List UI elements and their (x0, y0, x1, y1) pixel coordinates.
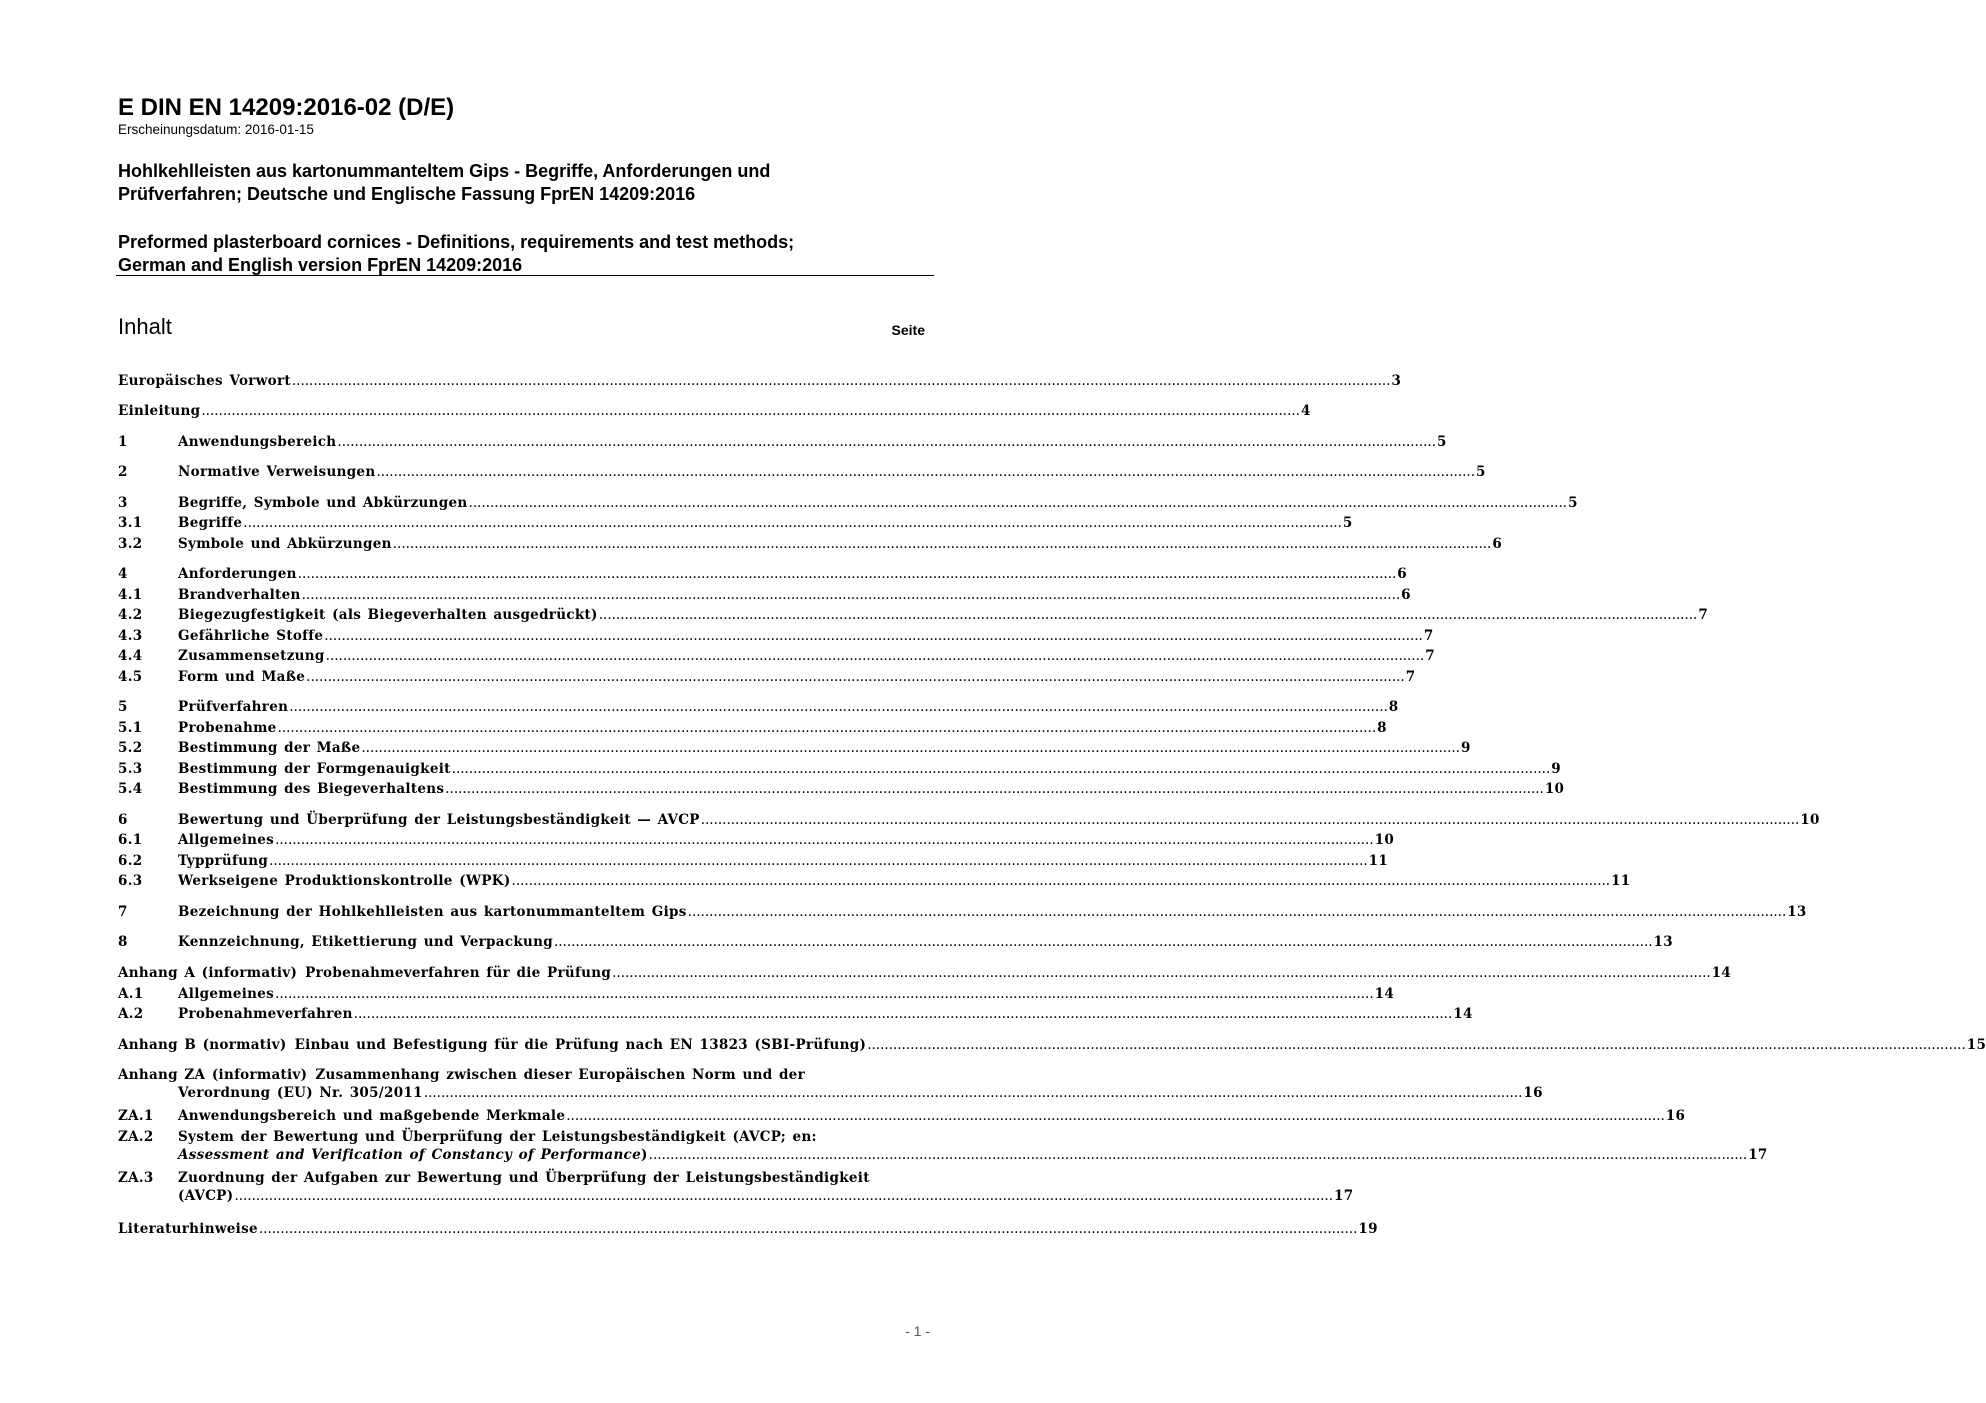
toc-entry-title: Begriffe (178, 515, 243, 531)
toc-leader-dots (298, 565, 1397, 583)
toc-leader-dots (275, 985, 1374, 1003)
toc-page-column-label: Seite (891, 322, 925, 338)
toc-entry[interactable] (118, 1066, 1543, 1102)
toc-entry-title: Form und Maße (178, 669, 306, 685)
title-english (118, 231, 794, 276)
toc-entry-page: 11 (1611, 873, 1631, 889)
toc-entry-title: Bestimmung der Formgenauigkeit (178, 761, 451, 777)
toc-entry-title: Begriffe, Symbole und Abkürzungen (178, 495, 468, 511)
toc-entry-title: Bezeichnung der Hohlkehlleisten aus kartonummanteltem Gips (178, 904, 687, 920)
toc-entry[interactable] (118, 433, 1447, 451)
toc-entry-number: 3 (118, 495, 128, 511)
toc-entry-page: 7 (1405, 669, 1416, 685)
toc-leader-dots (649, 1146, 1748, 1164)
toc-entry[interactable] (118, 372, 1402, 390)
toc-leader-dots (566, 1107, 1665, 1125)
toc-entry[interactable] (118, 852, 1389, 870)
toc-entry-title: Bestimmung der Maße (178, 740, 361, 756)
toc-entry-page: 13 (1787, 904, 1807, 920)
toc-entry-number: 4.3 (118, 628, 143, 644)
toc-leader-dots (688, 903, 1787, 921)
toc-entry-number: 6 (118, 812, 128, 828)
toc-entry-number: ZA.3 (118, 1170, 154, 1186)
toc-entry[interactable] (118, 402, 1311, 420)
toc-leader-dots (289, 698, 1388, 716)
toc-entry-page: 5 (1436, 434, 1447, 450)
toc-entry-title-continuation: (AVCP) (178, 1188, 234, 1204)
toc-entry-number: 4.5 (118, 669, 143, 685)
toc-entry-page: 5 (1342, 515, 1353, 531)
toc-entry-title: Werkseigene Produktionskontrolle (WPK) (178, 873, 511, 889)
toc-entry[interactable] (118, 1005, 1473, 1023)
toc-entry-title: Symbole und Abkürzungen (178, 536, 392, 552)
toc-entry-page: 5 (1476, 464, 1486, 480)
toc-entry-number: 4.1 (118, 587, 143, 603)
toc-entry[interactable] (118, 514, 1353, 532)
toc-entry[interactable] (118, 698, 1399, 716)
toc-entry-title: Zuordnung der Aufgaben zur Bewertung und Überprüfung der Leistungsbeständigkeit (178, 1170, 870, 1186)
toc-entry-title: Zusammenhang zwischen dieser Europäischen Norm und der (315, 1067, 805, 1083)
toc-entry-page: 5 (1568, 495, 1578, 511)
toc-entry[interactable] (118, 903, 1807, 921)
title-german-line-2: Prüfverfahren; Deutsche und Englische Fassung FprEN 14209:2016 (118, 183, 696, 204)
toc-entry-page: 7 (1423, 628, 1434, 644)
toc-entry-page: 17 (1334, 1188, 1354, 1204)
toc-leader-dots (324, 627, 1423, 645)
toc-entry-number: 6.2 (118, 853, 143, 869)
toc-entry-page: 3 (1391, 373, 1402, 389)
toc-leader-dots (867, 1036, 1966, 1054)
toc-entry-page: 10 (1800, 812, 1820, 828)
title-divider (116, 275, 934, 276)
toc-entry[interactable] (118, 535, 1503, 553)
toc-entry-page: 16 (1665, 1108, 1686, 1124)
toc-entry-title: Einleitung (118, 403, 201, 419)
toc-entry-page: 15 (1966, 1037, 1986, 1053)
toc-entry-page: 4 (1300, 403, 1311, 419)
toc-entry[interactable] (118, 668, 1416, 686)
toc-leader-dots (424, 1084, 1523, 1102)
toc-entry-page: 16 (1523, 1085, 1543, 1101)
toc-entry-number: 7 (118, 904, 128, 920)
toc-leader-dots (612, 964, 1711, 982)
toc-leader-dots (326, 647, 1425, 665)
toc-entry[interactable] (118, 606, 1709, 624)
toc-entry-number: 4 (118, 566, 128, 582)
publication-date: Erscheinungsdatum: 2016-01-15 (118, 122, 314, 137)
page-number: - 1 - (905, 1323, 930, 1339)
toc-entry[interactable] (118, 964, 1732, 982)
title-english-line-1: Preformed plasterboard cornices - Definitions, requirements and test methods; (118, 232, 795, 252)
toc-entry-number: 6.3 (118, 873, 143, 889)
toc-entry[interactable] (118, 739, 1471, 757)
toc-entry-title: Brandverhalten (178, 587, 301, 603)
toc-entry-page: 9 (1460, 740, 1471, 756)
toc-entry[interactable] (118, 1220, 1378, 1238)
toc-entry-page: 10 (1544, 781, 1565, 797)
toc-leader-dots (302, 586, 1401, 604)
toc-leader-dots (269, 852, 1368, 870)
toc-entry-number: 6.1 (118, 832, 143, 848)
toc-entry[interactable] (118, 872, 1631, 890)
toc-leader-dots (306, 668, 1405, 686)
toc-entry[interactable] (118, 1107, 1686, 1125)
toc-entry-page: 14 (1711, 965, 1732, 981)
toc-entry-title: Anwendungsbereich und maßgebende Merkmale (178, 1108, 566, 1124)
toc-entry-title: Einbau und Befestigung für die Prüfung nach EN 13823 (SBI-Prüfung) (294, 1037, 867, 1053)
toc-entry-page: 8 (1388, 699, 1399, 715)
toc-entry-title: Probenahmeverfahren (178, 1006, 353, 1022)
toc-entry-number: Anhang A (informativ) (118, 965, 298, 981)
toc-entry-page: 6 (1492, 536, 1503, 552)
toc-leader-dots (201, 402, 1300, 420)
toc-entry-page: 10 (1374, 832, 1395, 848)
toc-entry[interactable] (118, 985, 1395, 1003)
title-english-line-2: German and English version FprEN 14209:2016 (118, 254, 523, 275)
toc-entry[interactable] (118, 565, 1407, 583)
toc-leader-dots (376, 463, 1475, 481)
toc-entry-number: A.2 (118, 1006, 144, 1022)
toc-leader-dots (361, 739, 1460, 757)
toc-entry-number: 4.2 (118, 607, 143, 623)
toc-entry-number: ZA.2 (118, 1129, 154, 1145)
toc-entry-title: Probenahmeverfahren für die Prüfung (305, 965, 612, 981)
toc-leader-dots (554, 933, 1653, 951)
toc-entry-page: 17 (1748, 1147, 1768, 1163)
toc-entry[interactable] (118, 586, 1411, 604)
toc-leader-dots (393, 535, 1492, 553)
toc-entry-title-continuation: Assessment and Verification of Constancy of Performance (178, 1147, 641, 1163)
toc-entry-title: Literaturhinweise (118, 1221, 258, 1237)
toc-entry-page: 7 (1698, 607, 1709, 623)
toc-entry-page: 9 (1551, 761, 1561, 777)
toc-entry-number: 5.4 (118, 781, 143, 797)
title-german (118, 160, 770, 205)
toc-entry-title: Europäisches Vorwort (118, 373, 291, 389)
toc-entry-number: 3.2 (118, 536, 143, 552)
toc-entry-number: 8 (118, 934, 128, 950)
toc-entry[interactable] (118, 463, 1486, 481)
toc-leader-dots (701, 811, 1800, 829)
toc-entry-title: Gefährliche Stoffe (178, 628, 324, 644)
toc-entry-title: Allgemeines (178, 986, 275, 1002)
toc-entry-number: ZA.1 (118, 1108, 154, 1124)
toc-entry-title: System der Bewertung und Überprüfung der Leistungsbeständigkeit (AVCP; en: (178, 1129, 817, 1145)
toc-entry-title: Normative Verweisungen (178, 464, 376, 480)
toc-entry-number: 2 (118, 464, 128, 480)
toc-entry-number: 5 (118, 699, 128, 715)
toc-entry-number: Anhang B (normativ) (118, 1037, 287, 1053)
toc-entry-title: Typprüfung (178, 853, 269, 869)
toc-entry-title: Anwendungsbereich (178, 434, 337, 450)
toc-entry-title: Probenahme (178, 720, 277, 736)
toc-entry-number: 1 (118, 434, 128, 450)
toc-entry[interactable] (118, 780, 1565, 798)
toc-entry[interactable] (118, 760, 1561, 778)
toc-leader-dots (292, 372, 1391, 390)
toc-entry-title: Bewertung und Überprüfung der Leistungsbeständigkeit — AVCP (178, 812, 700, 828)
toc-leader-dots (445, 780, 1544, 798)
toc-leader-dots (354, 1005, 1453, 1023)
toc-entry[interactable] (118, 831, 1395, 849)
toc-entry-number: 5.2 (118, 740, 143, 756)
toc-heading: Inhalt (118, 314, 172, 339)
toc-leader-dots (469, 494, 1568, 512)
toc-entry-title: Prüfverfahren (178, 699, 289, 715)
toc-entry-title: Zusammensetzung (178, 648, 325, 664)
toc-entry-number: 3.1 (118, 515, 143, 531)
toc-entry-page: 14 (1453, 1006, 1473, 1022)
toc-entry-title: Anforderungen (178, 566, 297, 582)
toc-entry-page: 8 (1377, 720, 1387, 736)
toc-entry[interactable] (118, 1036, 1986, 1054)
toc-entry[interactable] (118, 1169, 1354, 1205)
toc-leader-dots (452, 760, 1551, 778)
toc-entry-number: 4.4 (118, 648, 143, 664)
toc-entry[interactable] (118, 933, 1673, 951)
toc-entry-page: 7 (1425, 648, 1435, 664)
toc-leader-dots (243, 514, 1342, 532)
toc-entry-title: Bestimmung des Biegeverhaltens (178, 781, 445, 797)
toc-leader-dots (234, 1187, 1333, 1205)
toc-entry-title-continuation: Verordnung (EU) Nr. 305/2011 (178, 1085, 423, 1101)
toc-entry-page: 6 (1401, 587, 1411, 603)
toc-entry[interactable] (118, 627, 1434, 645)
toc-entry-page: 11 (1368, 853, 1389, 869)
toc-entry-page: 13 (1653, 934, 1673, 950)
toc-entry-title-suffix: ) (640, 1147, 648, 1163)
toc-entry-number: A.1 (118, 986, 144, 1002)
toc-entry[interactable] (118, 1128, 1768, 1164)
document-id: E DIN EN 14209:2016-02 (D/E) (118, 94, 455, 121)
toc-entry-page: 6 (1397, 566, 1407, 582)
toc-entry-number: 5.1 (118, 720, 143, 736)
toc-leader-dots (512, 872, 1611, 890)
title-german-line-1: Hohlkehlleisten aus kartonummanteltem Gips - Begriffe, Anforderungen und (118, 161, 771, 181)
toc-entry-title: Kennzeichnung, Etikettierung und Verpackung (178, 934, 553, 950)
toc-leader-dots (278, 719, 1377, 737)
toc-entry-number: Anhang ZA (informativ) (118, 1067, 308, 1083)
toc-leader-dots (337, 433, 1436, 451)
toc-leader-dots (275, 831, 1374, 849)
toc-leader-dots (599, 606, 1698, 624)
toc-entry[interactable] (118, 647, 1435, 665)
toc-entry[interactable] (118, 719, 1387, 737)
toc-leader-dots (259, 1220, 1358, 1238)
toc-entry-page: 14 (1374, 986, 1395, 1002)
toc-entry-title: Allgemeines (178, 832, 275, 848)
toc-entry[interactable] (118, 494, 1578, 512)
toc-entry[interactable] (118, 811, 1820, 829)
toc-entry-page: 19 (1358, 1221, 1378, 1237)
toc-entry-title: Biegezugfestigkeit (als Biegeverhalten ausgedrückt) (178, 607, 598, 623)
toc-entry-number: 5.3 (118, 761, 143, 777)
